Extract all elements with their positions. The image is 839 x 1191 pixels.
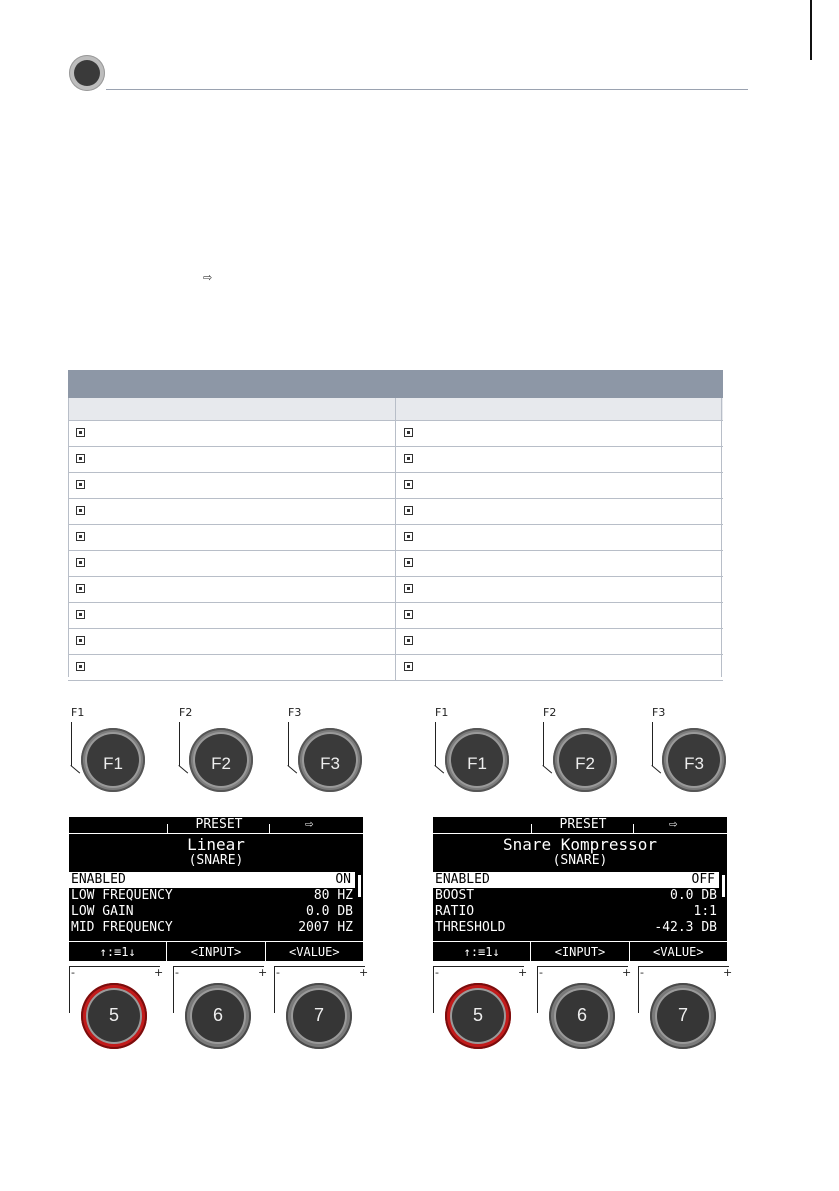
knob-cap [192,990,244,1042]
softkey-label: <INPUT> [166,942,264,961]
parameter-row[interactable] [69,904,363,920]
preset-name: Linear [187,835,245,854]
parameter-name: MID FREQUENCY [71,920,173,935]
minus-label: - [175,966,179,979]
fkey-label: F1 [71,706,85,719]
checkbox-icon[interactable] [76,506,85,515]
button-cap [87,734,139,786]
f2-button[interactable] [553,728,617,792]
checkbox-icon[interactable] [76,636,85,645]
f2-button[interactable] [189,728,253,792]
table-cell [396,629,723,654]
button-label: F1 [103,754,123,773]
parameter-value: -42.3 DB [654,920,717,935]
plus-label: + [154,966,164,979]
minus-label: - [276,966,280,979]
knob-cap [452,990,504,1042]
preset-name: Snare Kompressor [502,835,658,854]
display-tab-bar [433,817,727,834]
plus-label: + [359,966,369,979]
parameter-row[interactable] [69,872,355,888]
scrollbar[interactable] [722,875,725,897]
table-cell [396,447,723,472]
parameter-row[interactable] [69,920,363,936]
table-body [68,421,723,681]
table-cell [396,655,723,680]
button-cap [559,734,611,786]
table-cell [68,603,396,628]
lcd-display [69,817,363,961]
table-row [68,629,723,655]
parameter-list [433,872,727,940]
table-cell [68,447,396,472]
parameter-row[interactable] [69,888,363,904]
table-cell [68,577,396,602]
softkey-label: <INPUT> [530,942,628,961]
exit-icon[interactable]: ⇨ [669,817,678,832]
fkey-label: F3 [652,706,666,719]
button-label: F3 [320,754,340,773]
parameter-name: BOOST [435,888,475,903]
encoder-knob-7[interactable] [286,983,352,1049]
device-panel-left [69,706,369,1096]
checkbox-icon[interactable] [404,428,413,437]
table-cell [396,577,723,602]
tab-preset[interactable]: PRESET [195,817,243,832]
table-cell [396,551,723,576]
table-cell [68,525,396,550]
encoder-knob-7[interactable] [650,983,716,1049]
button-label: F1 [467,754,487,773]
checkbox-icon[interactable] [76,558,85,567]
softkey-bar [69,941,363,961]
page-corner-mark [810,0,812,60]
table-subheader [68,398,723,421]
channel-name: (SNARE) [188,853,244,868]
tab-divider [633,824,634,833]
parameter-row[interactable] [433,888,727,904]
parameter-value: 1:1 [693,904,717,919]
table-row [68,655,723,681]
checkbox-icon[interactable] [76,532,85,541]
knob-cap [293,990,345,1042]
table-row [68,421,723,447]
parameter-value: OFF [691,872,715,887]
fkey-label: F2 [543,706,557,719]
parameter-row[interactable] [433,904,727,920]
knob-cap [657,990,709,1042]
table-cell [68,551,396,576]
table-header [68,370,723,398]
table-cell [68,629,396,654]
checkbox-icon[interactable] [404,558,413,567]
table-cell [396,499,723,524]
softkey-label: <VALUE> [629,942,727,961]
plus-label: + [723,966,733,979]
button-cap [668,734,720,786]
tab-divider [167,824,168,833]
table-cell [68,421,396,446]
button-label: F2 [575,754,595,773]
checkbox-icon[interactable] [404,454,413,463]
softkey-bar [433,941,727,961]
f3-button[interactable] [662,728,726,792]
table-row [68,499,723,525]
knob-label: 6 [576,1005,587,1025]
fkey-leader-diagonal [651,765,661,773]
encoder-knob-5[interactable] [445,983,511,1049]
tab-divider [531,824,532,833]
table-cell [68,655,396,680]
parameter-value: ON [335,872,351,887]
device-panel-right [433,706,733,1096]
knob-label: 5 [472,1005,483,1025]
chapter-circle-icon [69,55,105,91]
encoder-knob-6[interactable] [549,983,615,1049]
table-row [68,473,723,499]
checkbox-icon[interactable] [404,532,413,541]
fkey-leader-diagonal [178,765,188,773]
f1-button[interactable] [445,728,509,792]
softkey-label: ↑:≡1↓ [99,945,136,959]
knob-cap [88,990,140,1042]
exit-icon: ⇨ [203,271,213,284]
button-cap [304,734,356,786]
checkbox-icon[interactable] [404,610,413,619]
knob-label: 7 [677,1005,688,1025]
minus-label: - [71,966,75,979]
plus-label: + [518,966,528,979]
parameter-name: LOW FREQUENCY [71,888,173,903]
fkey-leader-diagonal [287,765,297,773]
table-row [68,447,723,473]
f3-button[interactable] [298,728,362,792]
parameter-name: ENABLED [71,872,126,887]
button-label: F2 [211,754,231,773]
fkey-leader-diagonal [70,765,80,773]
checkbox-icon[interactable] [76,454,85,463]
checkbox-icon[interactable] [76,662,85,671]
lcd-display [433,817,727,961]
checkbox-icon[interactable] [404,636,413,645]
parameter-list [69,872,363,940]
encoder-knob-5[interactable] [81,983,147,1049]
f1-button[interactable] [81,728,145,792]
parameter-value: 2007 HZ [298,920,353,935]
knob-label: 7 [313,1005,324,1025]
checkbox-icon[interactable] [76,584,85,593]
parameter-row[interactable] [433,872,719,888]
parameter-value: 0.0 DB [306,904,353,919]
checkbox-icon[interactable] [404,662,413,671]
tab-divider [269,824,270,833]
checkbox-icon[interactable] [404,584,413,593]
checkbox-icon[interactable] [76,480,85,489]
parameter-name: ENABLED [435,872,490,887]
scrollbar[interactable] [358,875,361,897]
minus-label: - [435,966,439,979]
fkey-label: F2 [179,706,193,719]
button-cap [451,734,503,786]
header-rule [106,89,748,90]
checklist-table [68,370,723,681]
softkey-label: <VALUE> [265,942,363,961]
parameter-name: LOW GAIN [71,904,134,919]
knob-label: 5 [108,1005,119,1025]
table-cell [396,473,723,498]
knob-label: 6 [212,1005,223,1025]
plus-label: + [622,966,632,979]
fkey-leader-diagonal [434,765,444,773]
fkey-leader-diagonal [542,765,552,773]
minus-label: - [539,966,543,979]
table-row [68,551,723,577]
plus-label: + [258,966,268,979]
softkey-label: ↑:≡1↓ [463,945,500,959]
minus-label: - [640,966,644,979]
tab-preset[interactable]: PRESET [559,817,607,832]
display-tab-bar [69,817,363,834]
parameter-value: 80 HZ [313,888,353,903]
table-cell [68,473,396,498]
table-row [68,525,723,551]
encoder-knob-6[interactable] [185,983,251,1049]
table-row [68,577,723,603]
table-cell [396,603,723,628]
exit-icon[interactable]: ⇨ [305,817,314,832]
checkbox-icon[interactable] [404,506,413,515]
fkey-label: F3 [288,706,302,719]
button-cap [195,734,247,786]
channel-name: (SNARE) [552,853,608,868]
table-cell [396,525,723,550]
parameter-name: RATIO [435,904,475,919]
parameter-value: 0.0 DB [670,888,717,903]
table-row [68,603,723,629]
button-label: F3 [684,754,704,773]
table-cell [68,499,396,524]
checkbox-icon[interactable] [76,428,85,437]
knob-cap [556,990,608,1042]
table-cell [396,421,723,446]
parameter-row[interactable] [433,920,727,936]
fkey-label: F1 [435,706,449,719]
parameter-name: THRESHOLD [435,920,506,935]
checkbox-icon[interactable] [76,610,85,619]
checkbox-icon[interactable] [404,480,413,489]
